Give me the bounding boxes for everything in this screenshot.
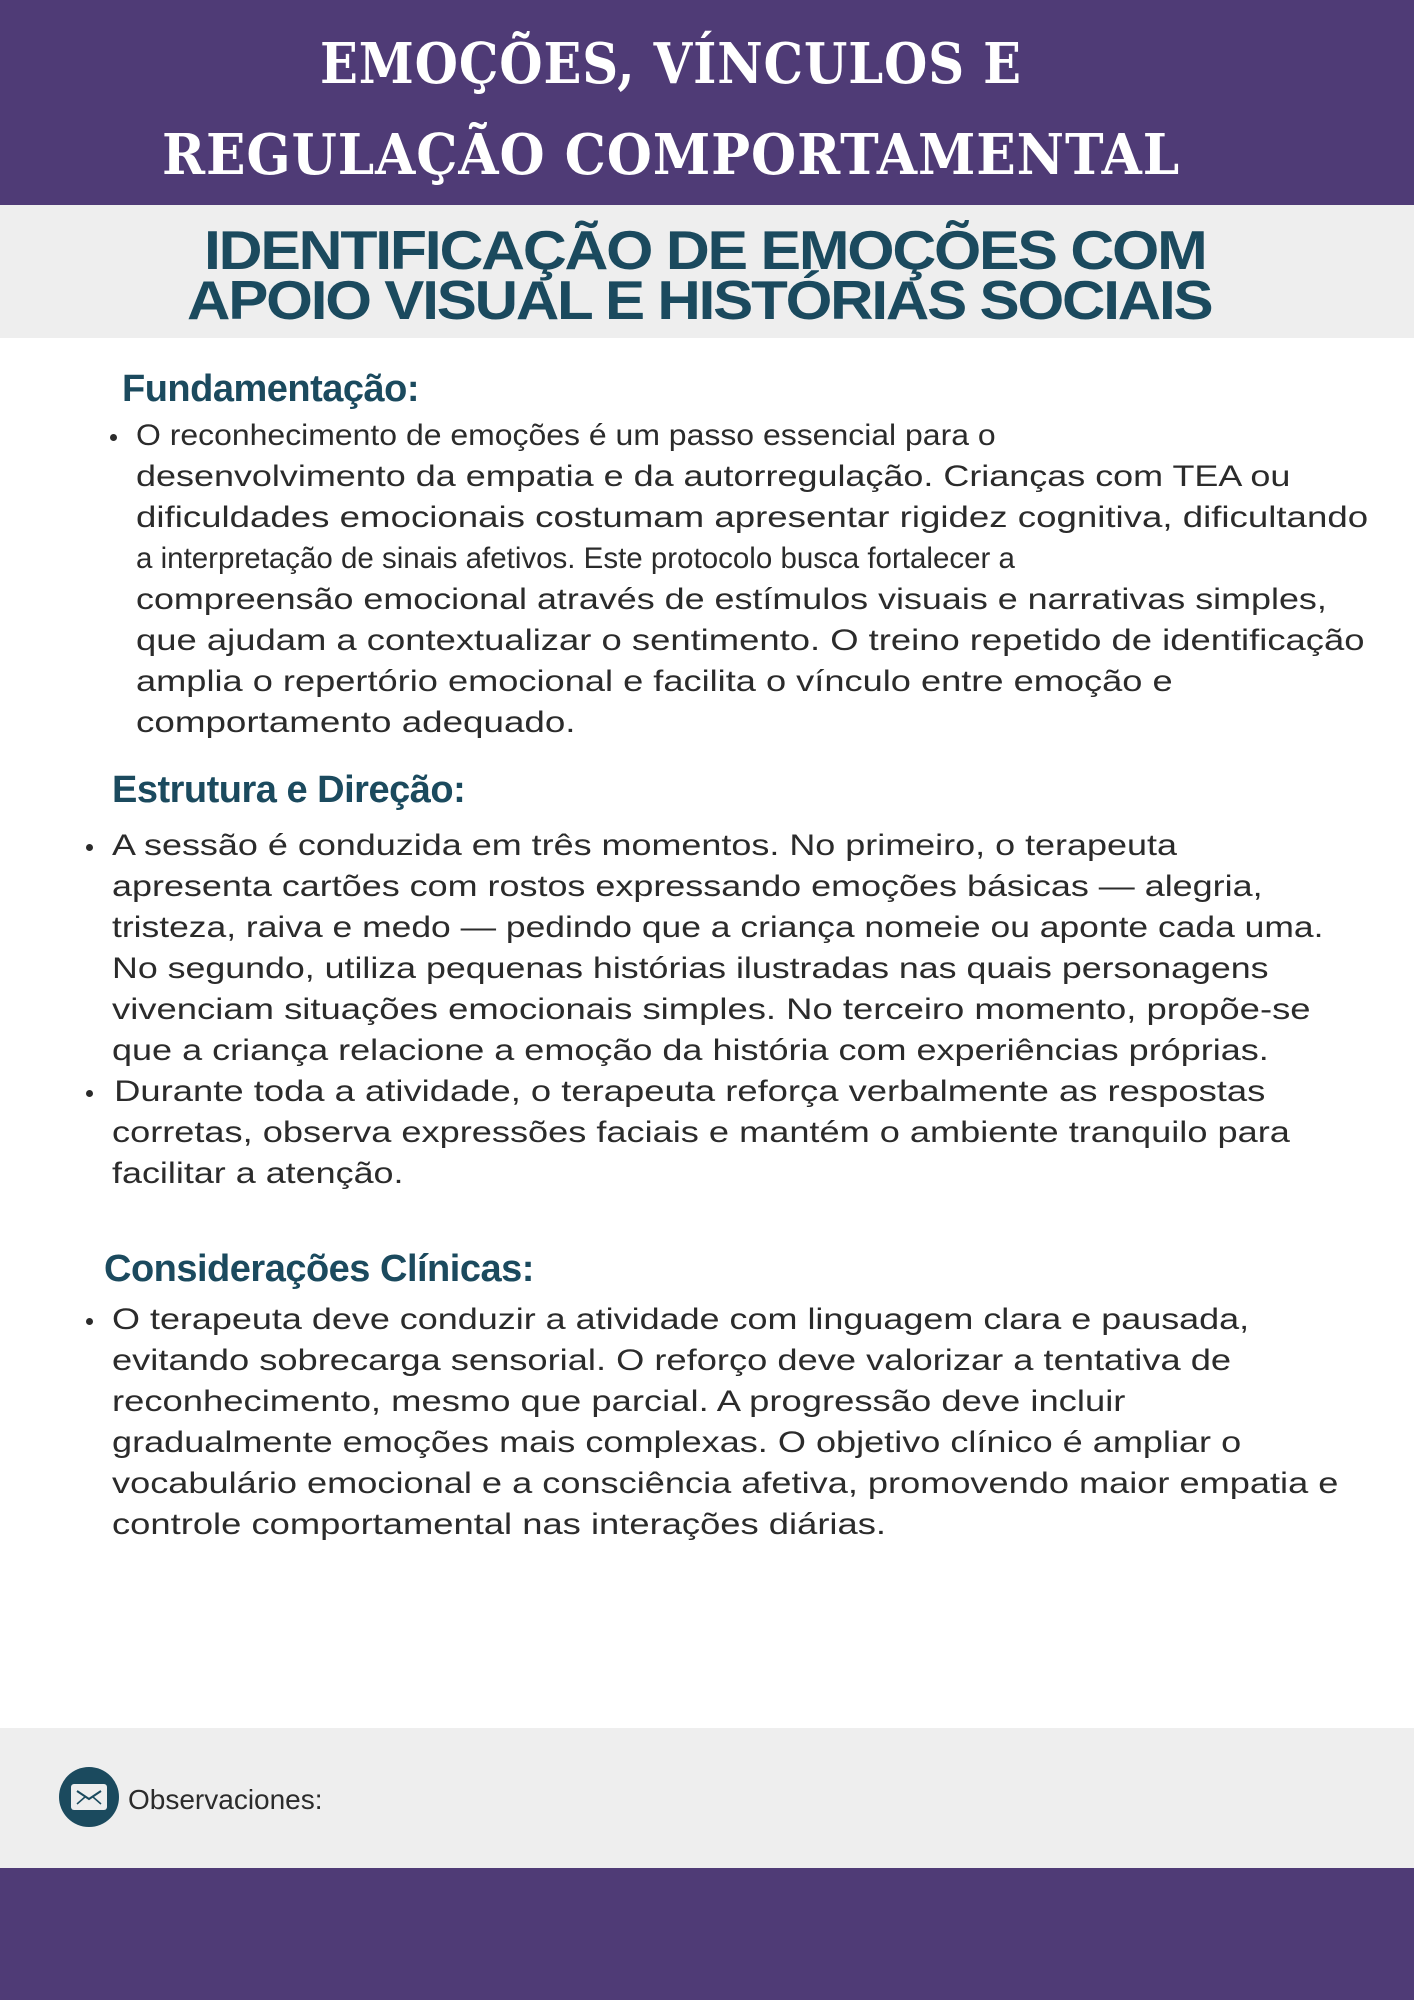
- body-line: No segundo, utiliza pequenas histórias ilustradas nas quais personagens: [112, 952, 1269, 985]
- section-heading-estrutura: Estrutura e Direção:: [112, 769, 466, 811]
- body-line: vocabulário emocional e a consciência afetiva, promovendo maior empatia e: [112, 1467, 1339, 1500]
- body-line: O reconhecimento de emoções é um passo essencial para o: [136, 419, 996, 452]
- section-heading-consideracoes: Considerações Clínicas:: [104, 1248, 534, 1290]
- subtitle-line-2: APOIO VISUAL E HISTÓRIAS SOCIAIS: [187, 269, 1212, 331]
- body-line: A sessão é conduzida em três momentos. No primeiro, o terapeuta: [112, 829, 1177, 862]
- body-line: tristeza, raiva e medo — pedindo que a criança nomeie ou aponte cada uma.: [112, 911, 1324, 944]
- body-line: dificuldades emocionais costumam apresentar rigidez cognitiva, dificultando: [136, 501, 1369, 534]
- body-line: comportamento adequado.: [136, 706, 576, 739]
- subtitle-line-1: IDENTIFICAÇÃO DE EMOÇÕES COM: [204, 219, 1206, 281]
- body-line: reconhecimento, mesmo que parcial. A progressão deve incluir: [112, 1385, 1126, 1418]
- body-line: amplia o repertório emocional e facilita o vínculo entre emoção e: [136, 665, 1173, 698]
- body-line: vivenciam situações emocionais simples. No terceiro momento, propõe-se: [112, 993, 1311, 1026]
- main-title-line-2: REGULAÇÃO COMPORTAMENTAL: [162, 122, 1181, 188]
- body-line: controle comportamental nas interações diárias.: [112, 1508, 887, 1541]
- body-line: que ajudam a contextualizar o sentimento. O treino repetido de identificação: [136, 624, 1365, 657]
- body-line: corretas, observa expressões faciais e mantém o ambiente tranquilo para: [112, 1116, 1290, 1149]
- body-line: a interpretação de sinais afetivos. Este protocolo busca fortalecer a: [136, 542, 1015, 575]
- body-line: que a criança relacione a emoção da história com experiências próprias.: [112, 1034, 1269, 1067]
- section-heading-fundamentacao: Fundamentação:: [122, 368, 420, 410]
- bullet-dot: [110, 434, 117, 441]
- envelope-icon: [59, 1767, 119, 1827]
- body-line: compreensão emocional através de estímulos visuais e narrativas simples,: [136, 583, 1327, 616]
- body-line: desenvolvimento da empatia e da autorregulação. Crianças com TEA ou: [136, 460, 1291, 493]
- observations-label: Observaciones:: [128, 1784, 323, 1815]
- main-title-line-1: EMOÇÕES, VÍNCULOS E: [320, 31, 1022, 97]
- bullet-dot: [86, 1090, 93, 1097]
- bullet-dot: [86, 1318, 93, 1325]
- body-line: facilitar a atenção.: [112, 1157, 404, 1190]
- body-line: apresenta cartões com rostos expressando emoções básicas — alegria,: [112, 870, 1263, 903]
- body-line: evitando sobrecarga sensorial. O reforço deve valorizar a tentativa de: [112, 1344, 1232, 1377]
- body-line: O terapeuta deve conduzir a atividade com linguagem clara e pausada,: [112, 1303, 1250, 1336]
- body-line: gradualmente emoções mais complexas. O objetivo clínico é ampliar o: [112, 1426, 1242, 1459]
- body-line: Durante toda a atividade, o terapeuta reforça verbalmente as respostas: [104, 1075, 1266, 1108]
- bullet-dot: [86, 844, 93, 851]
- footer-banner: [0, 1868, 1414, 2000]
